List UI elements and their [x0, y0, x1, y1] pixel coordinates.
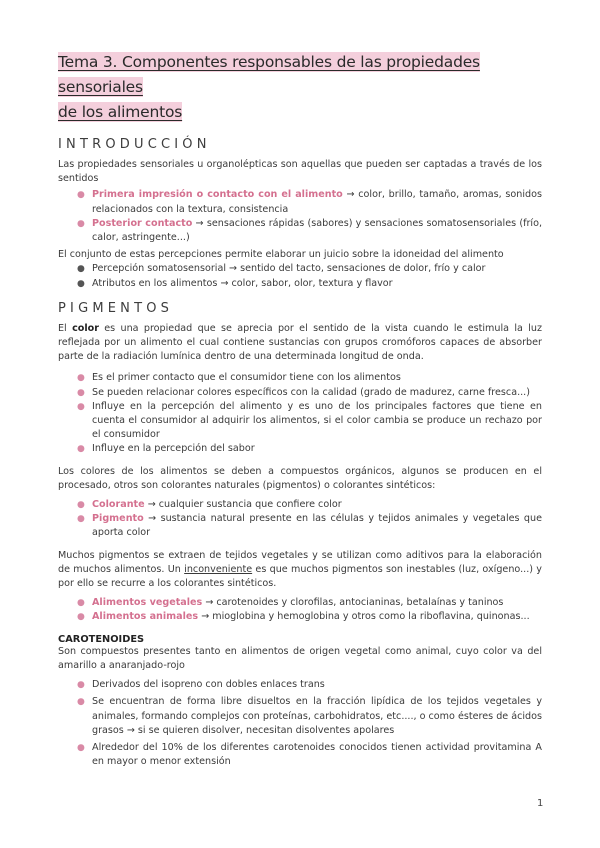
bullet-icon: ●: [77, 387, 85, 398]
list-item: ● Primera impresión o contacto con el alimento → color, brillo, tamaño, aromas, sonidos relacionados con la textura, consistencia: [77, 189, 543, 215]
pigmentos-list-2: [58, 498, 542, 541]
bullet-icon: ●: [77, 680, 85, 691]
carotenoides-paragraph-1: Son compuestos presentes tanto en alimentos de origen vegetal como animal, cuyo color va del amarillo a anaranjado-rojo: [58, 645, 542, 671]
intro-list-2: [58, 262, 542, 290]
title-line-2: de los alimentos: [58, 103, 183, 121]
list-item: ● Alimentos vegetales → carotenoides y clorofilas, antocianinas, betalaínas y taninos: [58, 596, 542, 610]
intro-paragraph-2: El conjunto de estas percepciones permite elaborar un juicio sobre la idoneidad del alimento: [58, 249, 504, 261]
section-heading-pigmentos: PIGMENTOS: [58, 300, 174, 316]
pigmentos-paragraph-2: Los colores de los alimentos se deben a compuestos orgánicos, algunos se producen en el procesado, otros son colorantes naturales (pigmentos) o colorantes sintéticos:: [58, 465, 542, 491]
list-item: ● Influye en la percepción del alimento y es uno de los principales factores que tiene en cuenta el consumidor al adquirir los alimentos, si el color cambia se produce un rechazo por el consumidor: [77, 400, 542, 441]
bullet-icon: ●: [77, 500, 85, 511]
bullet-icon: ●: [77, 264, 85, 275]
list-item: ● Colorante → cualquier sustancia que confiere color: [58, 498, 542, 512]
bullet-icon: ●: [77, 598, 85, 609]
bullet-icon: ●: [77, 373, 85, 384]
list-item: ● Se pueden relacionar colores específicos con la calidad (grado de madurez, carne fresca...): [58, 386, 542, 400]
list-item: ● Atributos en los alimentos → color, sabor, olor, textura y flavor: [58, 277, 542, 291]
intro-list-1: [58, 188, 542, 245]
page-title: [58, 50, 542, 125]
document-page: [58, 50, 542, 769]
carotenoides-list: [58, 678, 542, 769]
page-number: 1: [537, 798, 544, 809]
section-heading-introduccion: INTRODUCCIÓN: [58, 137, 211, 152]
bullet-icon: ●: [77, 401, 85, 412]
list-item: ● Es el primer contacto que el consumidor tiene con los alimentos: [58, 371, 542, 385]
pigmentos-list-3: [58, 596, 542, 624]
bullet-icon: ●: [77, 514, 85, 525]
bullet-icon: ●: [77, 190, 85, 201]
intro-paragraph-1: Las propiedades sensoriales u organolépticas son aquellas que pueden ser captadas a través de los sentidos: [58, 159, 542, 185]
bullet-icon: ●: [77, 218, 85, 229]
pigmentos-paragraph-3: Muchos pigmentos se extraen de tejidos vegetales y se utilizan como aditivos para la elaboración de muchos alimentos. Un inconveniente es que muchos pigmentos son inestables (luz, oxígeno...) y por ello se recurre a los colorantes sintéticos.: [58, 549, 542, 590]
list-item: ● Pigmento → sustancia natural presente en las células y tejidos animales y vegetales que aporta color: [77, 513, 542, 539]
list-item: ● Alimentos animales → mioglobina y hemoglobina y otros como la riboflavina, quinonas...: [58, 610, 542, 624]
bullet-icon: ●: [77, 444, 85, 455]
list-item: ● Influye en la percepción del sabor: [58, 442, 542, 456]
list-item: ● Derivados del isopreno con dobles enlaces trans: [58, 678, 542, 692]
list-item: ● Alrededor del 10% de los diferentes carotenoides conocidos tienen actividad provitamina A en mayor o menor extensión: [77, 741, 542, 768]
list-item: ● Se encuentran de forma libre disueltos en la fracción lipídica de los tejidos vegetales y animales, formando complejos con proteínas, carbohidratos, etc...., o como ésteres de ácidos grasos → si se quieren disolver, necesitan disolventes apolares: [77, 696, 543, 736]
pigmentos-list-1: [58, 371, 542, 456]
list-item: ● Posterior contacto → sensaciones rápidas (sabores) y sensaciones somatosensoriales (frío, calor, astringente...): [77, 217, 542, 244]
subheading-carotenoides: CAROTENOIDES: [58, 633, 145, 645]
bullet-icon: ●: [77, 612, 85, 623]
bullet-icon: ●: [77, 742, 85, 753]
bullet-icon: ●: [77, 278, 85, 289]
title-line-1: Tema 3. Componentes responsables de las propiedades sensoriales: [58, 53, 480, 96]
bullet-icon: ●: [77, 697, 85, 708]
pigmentos-paragraph-1: El color es una propiedad que se aprecia por el sentido de la vista cuando le estimula la luz reflejada por un alimento el cual contiene sustancias con grupos cromóforos capaces de absorber parte de la radiación lumínica dentro de una determinada longitud de onda.: [58, 322, 542, 363]
list-item: ● Percepción somatosensorial → sentido del tacto, sensaciones de dolor, frío y calor: [58, 262, 542, 276]
